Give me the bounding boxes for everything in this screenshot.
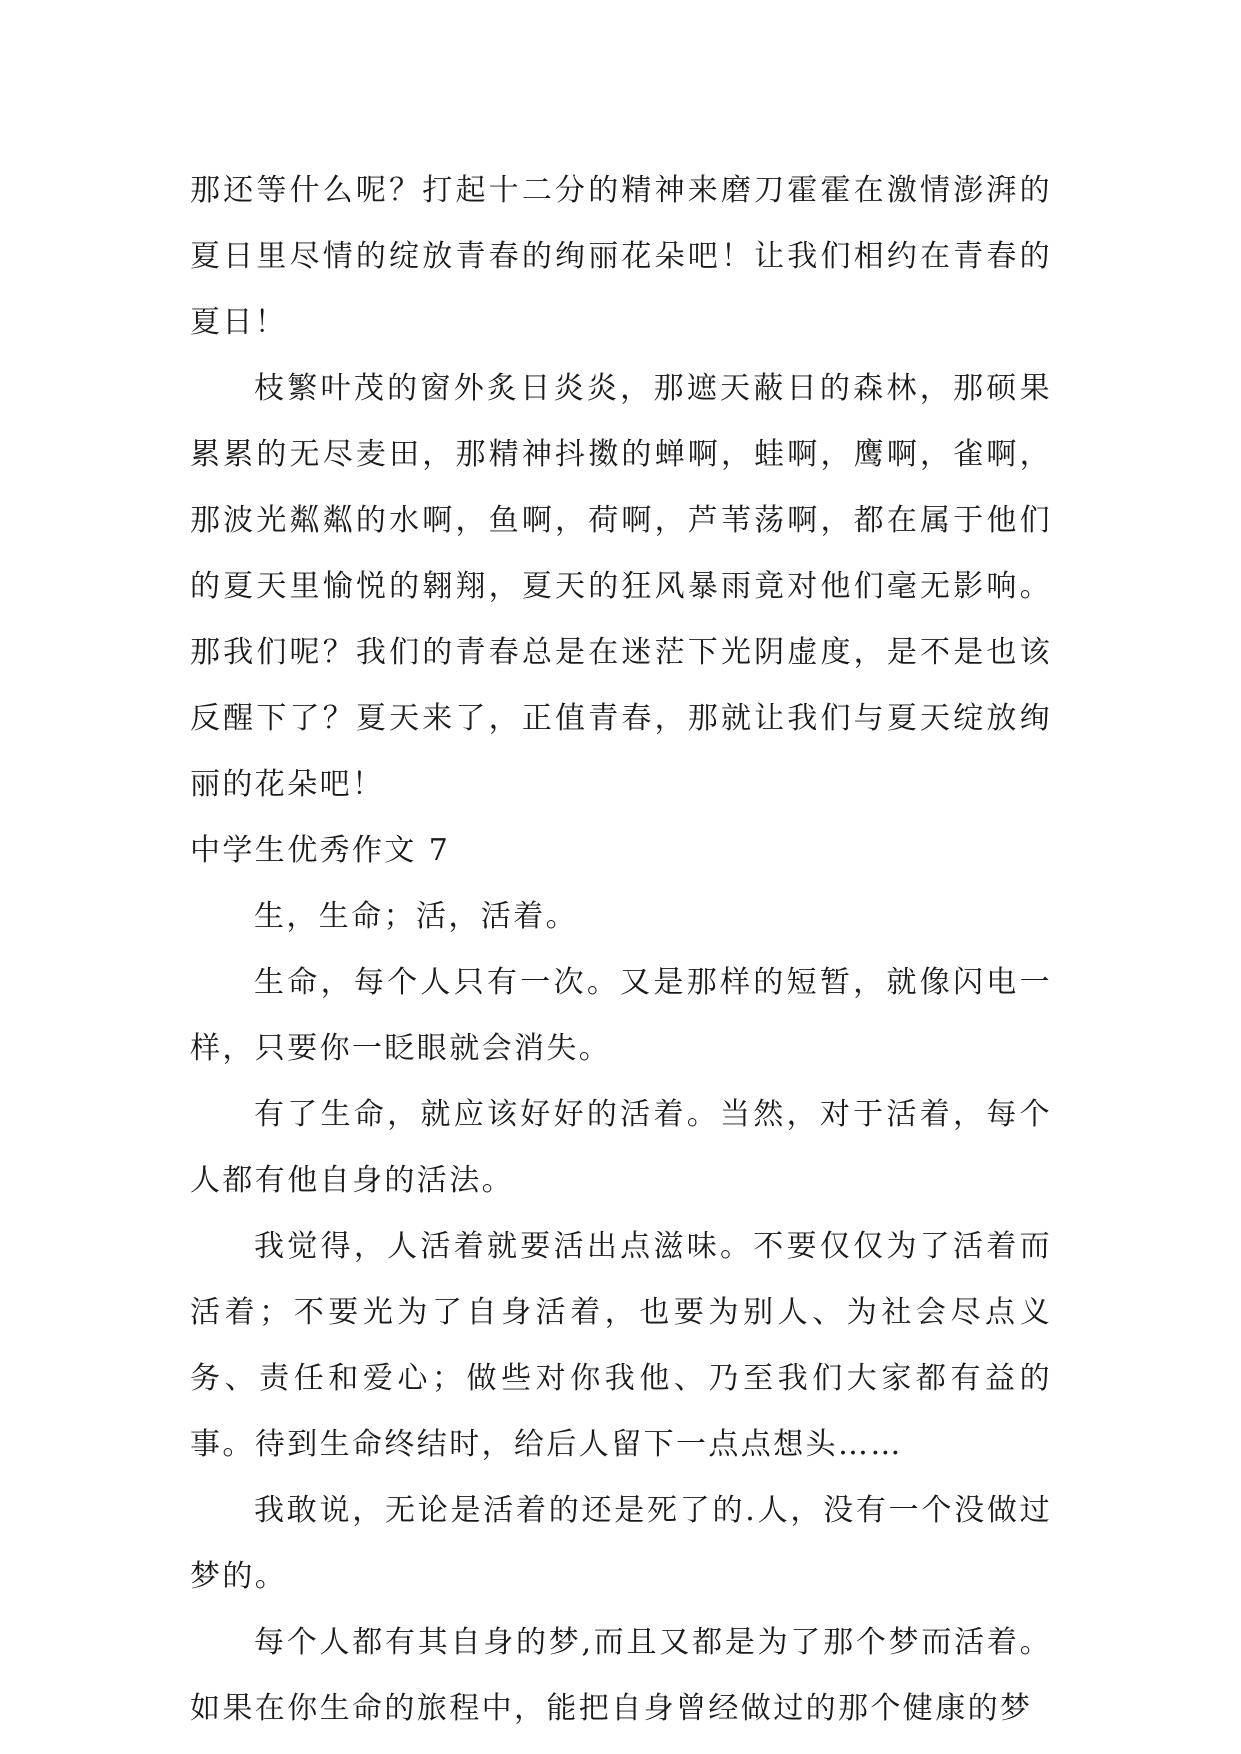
section-heading: 中学生优秀作文 7 [190,833,451,868]
paragraph: 有了生命，就应该好好的活着。当然，对于活着，每个人都有他自身的活法。 [190,1097,1052,1198]
article-body [190,158,1052,1742]
paragraph: 每个人都有其自身的梦,而且又都是为了那个梦而活着。如果在你生命的旅程中，能把自身曾经做过的那个健康的梦 [190,1625,1052,1726]
paragraph: 那还等什么呢？打起十二分的精神来磨刀霍霍在激情澎湃的夏日里尽情的绽放青春的绚丽花朵吧！让我们相约在青春的夏日！ [190,173,1052,340]
paragraph: 生，生命；活，活着。 [254,899,578,934]
paragraph: 枝繁叶茂的窗外炙日炎炎，那遮天蔽日的森林，那硕果累累的无尽麦田，那精神抖擞的蝉啊，蛙啊，鹰啊，雀啊，那波光粼粼的水啊，鱼啊，荷啊，芦苇荡啊，都在属于他们的夏天里愉悦的翱翔，夏天的狂风暴雨竟对他们毫无影响。那我们呢？我们的青春总是在迷茫下光阴虚度，是不是也该反醒下了？夏天来了，正值青春，那就让我们与夏天绽放绚丽的花朵吧！ [190,371,1052,802]
paragraph: 生命，每个人只有一次。又是那样的短暂，就像闪电一样，只要你一眨眼就会消失。 [190,965,1052,1066]
paragraph: 我觉得，人活着就要活出点滋味。不要仅仅为了活着而活着；不要光为了自身活着，也要为别人、为社会尽点义务、责任和爱心；做些对你我他、乃至我们大家都有益的事。待到生命终结时，给后人留下一点点想头…… [190,1229,1052,1462]
paragraph: 我敢说，无论是活着的还是死了的.人，没有一个没做过梦的。 [190,1493,1052,1594]
